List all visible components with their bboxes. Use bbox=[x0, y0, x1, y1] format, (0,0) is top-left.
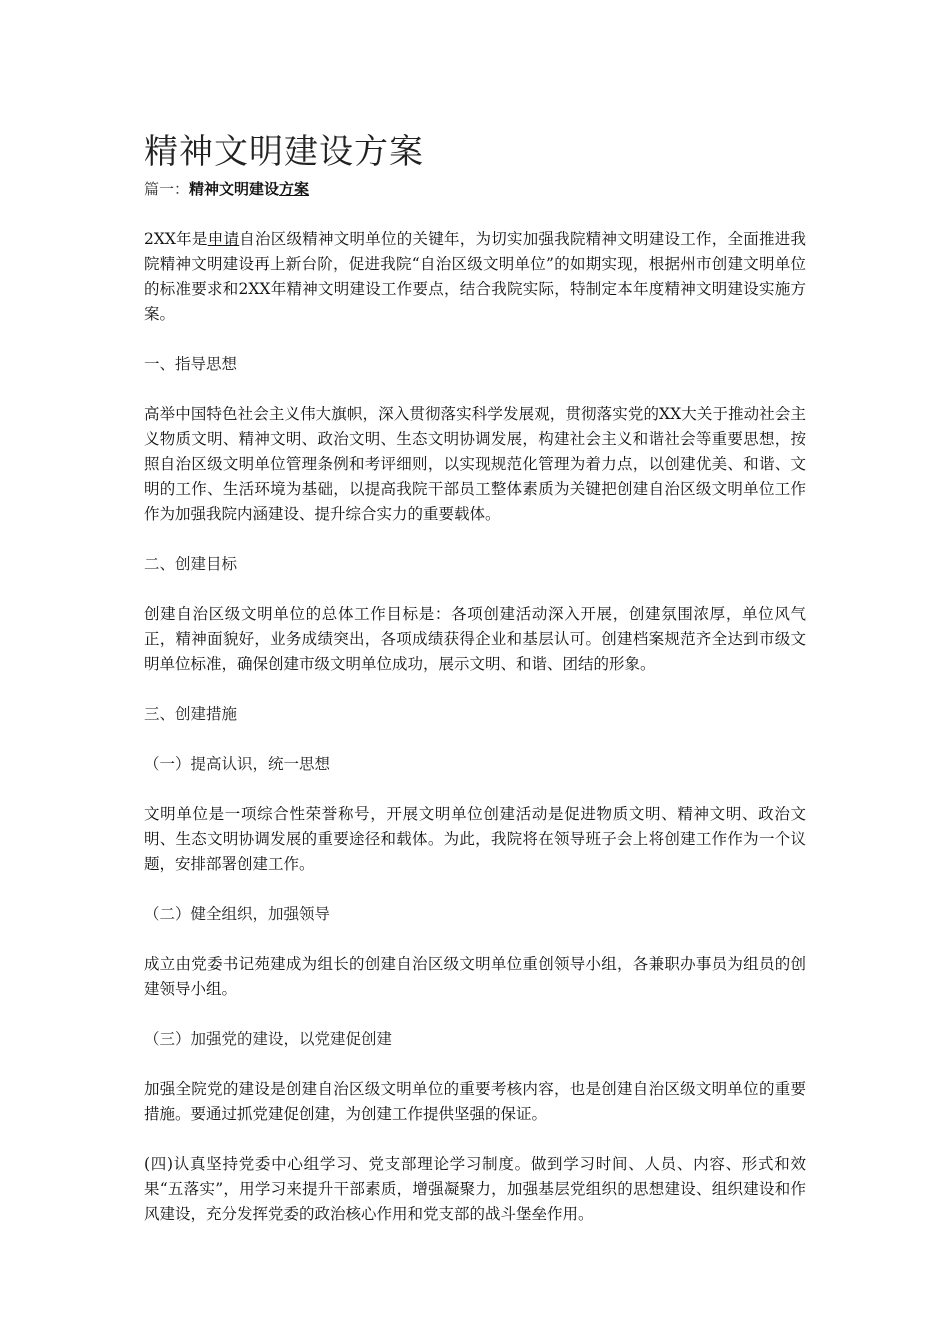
section-body-goal: 创建自治区级文明单位的总体工作目标是：各项创建活动深入开展，创建氛围浓厚，单位风气正，精神面貌好，业务成绩突出，各项成绩获得企业和基层认可。创建档案规范齐全达到市级文明单位标准，确保创建市级文明单位成功，展示文明、和谐、团结的形象。 bbox=[144, 605, 806, 673]
section-heading-goal: 二、创建目标 bbox=[144, 555, 238, 573]
section-heading-measures: 三、创建措施 bbox=[144, 705, 238, 723]
subtitle-underlined: 方案 bbox=[279, 180, 310, 198]
subsection-heading-2: （二）健全组织，加强领导 bbox=[144, 905, 331, 923]
subsection-heading-3: （三）加强党的建设，以党建促创建 bbox=[144, 1030, 393, 1048]
subsection-body-1: 文明单位是一项综合性荣誉称号，开展文明单位创建活动是促进物质文明、精神文明、政治文明、生态文明协调发展的重要途径和载体。为此，我院将在领导班子会上将创建工作作为一个议题，安排部署创建工作。 bbox=[144, 805, 806, 873]
section-heading-guiding: 一、指导思想 bbox=[144, 355, 238, 373]
intro-text-1: 2XX年是 bbox=[144, 230, 208, 248]
document-title: 精神文明建设方案 bbox=[144, 132, 424, 172]
intro-link[interactable]: 申请 bbox=[207, 230, 240, 248]
section-body-guiding: 高举中国特色社会主义伟大旗帜，深入贯彻落实科学发展观，贯彻落实党的XX大关于推动社会主义物质文明、精神文明、政治文明、生态文明协调发展，构建社会主义和谐社会等重要思想，按照自治区级文明单位管理条例和考评细则，以实现规范化管理为着力点，以创建优美、和谐、文明的工作、生活环境为基础，以提高我院干部员工整体素质为关键把创建自治区级文明单位工作作为加强我院内涵建设、提升综合实力的重要载体。 bbox=[144, 405, 806, 523]
subtitle-bold: 精神文明建设 bbox=[189, 180, 280, 198]
document-subtitle bbox=[144, 178, 806, 200]
document-page bbox=[144, 128, 806, 1227]
subsection-body-3: 加强全院党的建设是创建自治区级文明单位的重要考核内容，也是创建自治区级文明单位的重要措施。要通过抓党建促创建，为创建工作提供坚强的保证。 bbox=[144, 1080, 806, 1123]
subtitle-prefix: 篇一： bbox=[144, 180, 190, 198]
subsection-body-2: 成立由党委书记苑建成为组长的创建自治区级文明单位重创领导小组，各兼职办事员为组员的创建领导小组。 bbox=[144, 955, 806, 998]
subsection-body-4: (四)认真坚持党委中心组学习、党支部理论学习制度。做到学习时间、人员、内容、形式和效果“五落实”，用学习来提升干部素质，增强凝聚力，加强基层党组织的思想建设、组织建设和作风建设，充分发挥党委的政治核心作用和党支部的战斗堡垒作用。 bbox=[144, 1155, 806, 1223]
subsection-heading-1: （一）提高认识，统一思想 bbox=[144, 755, 331, 773]
intro-paragraph bbox=[144, 227, 806, 327]
intro-text-2: 自治区级精神文明单位的关键年，为切实加强我院精神文明建设工作，全面推进我院精神文明建设再上新台阶，促进我院“自治区级文明单位”的如期实现，根据州市创建文明单位的标准要求和2XX年精神文明建设工作要点，结合我院实际，特制定本年度精神文明建设实施方案。 bbox=[144, 230, 806, 323]
